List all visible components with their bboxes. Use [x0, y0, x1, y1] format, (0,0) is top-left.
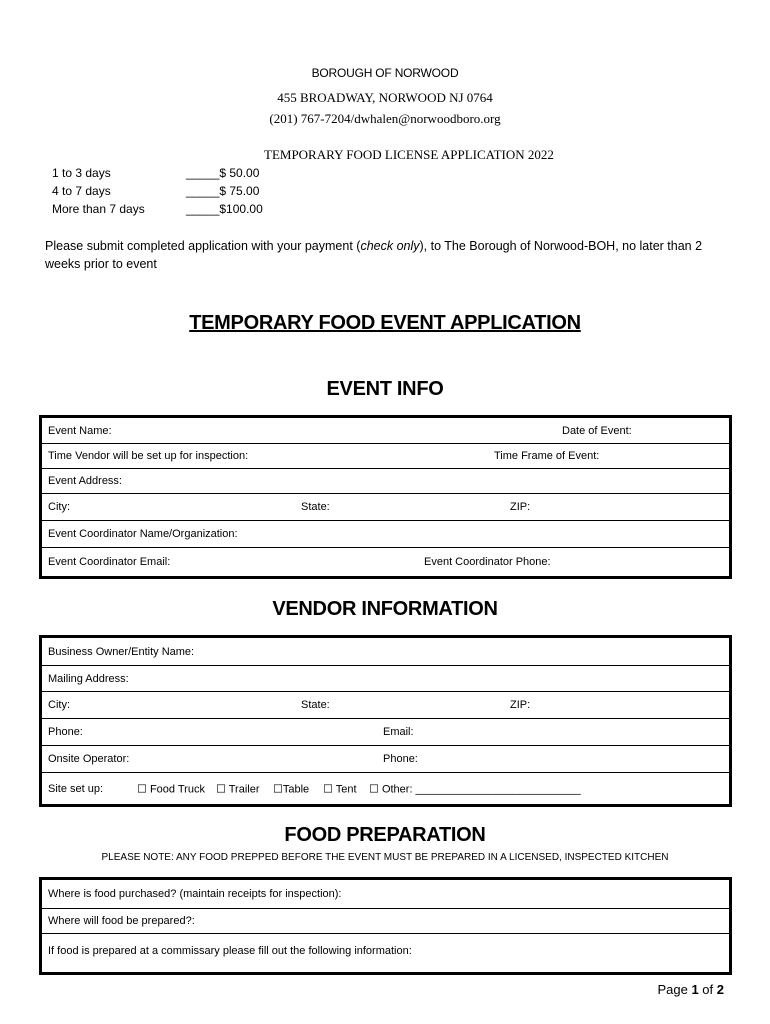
- page-of: of: [702, 982, 714, 997]
- coordinator-name-row[interactable]: [42, 521, 729, 548]
- submission-text-start: Please submit completed application with your payment (: [45, 239, 361, 253]
- food-prep-form: [39, 877, 732, 975]
- fee-price: _____$100.00: [186, 202, 263, 216]
- food-purchased-row[interactable]: [42, 880, 729, 909]
- page-total: 2: [716, 982, 724, 997]
- food-purchased-label: Where is food purchased? (maintain receipts for inspection):: [48, 888, 342, 900]
- event-address-row[interactable]: [42, 469, 729, 494]
- state-label: State:: [301, 699, 330, 711]
- other-label: Other: ___________________________: [381, 783, 581, 795]
- business-owner-label: Business Owner/Entity Name:: [48, 645, 195, 658]
- city-label: City:: [48, 501, 70, 513]
- state-label: State:: [301, 501, 330, 513]
- event-name-label: Event Name:: [48, 424, 112, 437]
- table-label: Table: [282, 783, 310, 795]
- checkbox-icon[interactable]: ☐: [323, 783, 333, 795]
- setup-time-row[interactable]: [42, 444, 729, 469]
- borough-address: 455 BROADWAY, NORWOOD NJ 0764: [277, 90, 493, 105]
- page-number: [657, 982, 724, 997]
- trailer-label: Trailer: [228, 783, 260, 795]
- site-setup-label: Site set up:: [48, 782, 104, 795]
- fee-price: _____$ 50.00: [186, 166, 260, 180]
- fee-duration: More than 7 days: [52, 202, 145, 216]
- email-label: Email:: [383, 726, 414, 738]
- setup-time-label: Time Vendor will be set up for inspection:: [48, 450, 249, 462]
- city-label: City:: [48, 699, 70, 711]
- onsite-operator-label: Onsite Operator:: [48, 753, 130, 765]
- zip-label: ZIP:: [510, 699, 531, 711]
- site-setup-row: [42, 773, 729, 804]
- tent-label: Tent: [335, 783, 357, 795]
- page-title: TEMPORARY FOOD EVENT APPLICATION: [189, 312, 581, 334]
- submission-text-end: ), to The Borough of Norwood-BOH, no later than 2 weeks prior to event: [45, 239, 703, 271]
- business-owner-row[interactable]: [42, 638, 729, 666]
- onsite-operator-row[interactable]: [42, 746, 729, 773]
- food-truck-label: Food Truck: [149, 783, 205, 795]
- coordinator-name-label: Event Coordinator Name/Organization:: [48, 528, 238, 540]
- submission-text-emphasis: check only: [360, 239, 420, 253]
- commissary-label: If food is prepared at a commissary please fill out the following information:: [48, 945, 412, 957]
- page-current: 1: [691, 982, 699, 997]
- license-application-title: TEMPORARY FOOD LICENSE APPLICATION 2022: [264, 147, 554, 162]
- vendor-contact-row[interactable]: [42, 719, 729, 746]
- tent-option[interactable]: [323, 782, 357, 795]
- fee-duration: 1 to 3 days: [52, 166, 111, 180]
- food-prep-heading: FOOD PREPARATION: [284, 824, 486, 846]
- event-name-row[interactable]: [42, 418, 729, 444]
- page-prefix: Page: [657, 982, 688, 997]
- checkbox-icon[interactable]: ☐: [273, 783, 283, 795]
- vendor-info-form: [39, 635, 732, 807]
- commissary-row[interactable]: [42, 934, 729, 972]
- mailing-address-row[interactable]: [42, 666, 729, 692]
- vendor-info-heading: VENDOR INFORMATION: [272, 598, 498, 620]
- fee-duration: 4 to 7 days: [52, 184, 111, 198]
- trailer-option[interactable]: [216, 782, 260, 795]
- other-option[interactable]: [369, 782, 581, 795]
- coordinator-phone-label: Event Coordinator Phone:: [424, 556, 551, 568]
- table-option[interactable]: [273, 782, 309, 795]
- coordinator-contact-row[interactable]: [42, 548, 729, 576]
- vendor-city-row[interactable]: [42, 692, 729, 719]
- checkbox-icon[interactable]: ☐: [137, 783, 147, 795]
- checkbox-icon[interactable]: ☐: [369, 783, 379, 795]
- event-date-label: Date of Event:: [562, 424, 632, 437]
- event-info-heading: EVENT INFO: [326, 378, 444, 400]
- submission-instructions: [45, 237, 735, 273]
- borough-name: BOROUGH OF NORWOOD: [311, 66, 459, 80]
- food-prepared-label: Where will food be prepared?:: [48, 915, 195, 927]
- coordinator-email-label: Event Coordinator Email:: [48, 556, 171, 568]
- fee-price: _____$ 75.00: [186, 184, 260, 198]
- time-frame-label: Time Frame of Event:: [494, 450, 600, 462]
- checkbox-icon[interactable]: ☐: [216, 783, 226, 795]
- event-address-label: Event Address:: [48, 475, 122, 487]
- borough-contact: (201) 767-7204/dwhalen@norwoodboro.org: [269, 111, 501, 126]
- mailing-address-label: Mailing Address:: [48, 672, 129, 685]
- phone-label: Phone:: [48, 726, 83, 738]
- event-info-form: [39, 415, 732, 579]
- event-city-row[interactable]: [42, 494, 729, 521]
- food-prep-notice: PLEASE NOTE: ANY FOOD PREPPED BEFORE THE EVENT MUST BE PREPARED IN A LICENSED, INSPECTED KITCHEN: [101, 852, 669, 863]
- operator-phone-label: Phone:: [383, 753, 418, 765]
- food-truck-option[interactable]: [137, 782, 205, 795]
- food-prepared-row[interactable]: [42, 909, 729, 934]
- zip-label: ZIP:: [510, 501, 531, 513]
